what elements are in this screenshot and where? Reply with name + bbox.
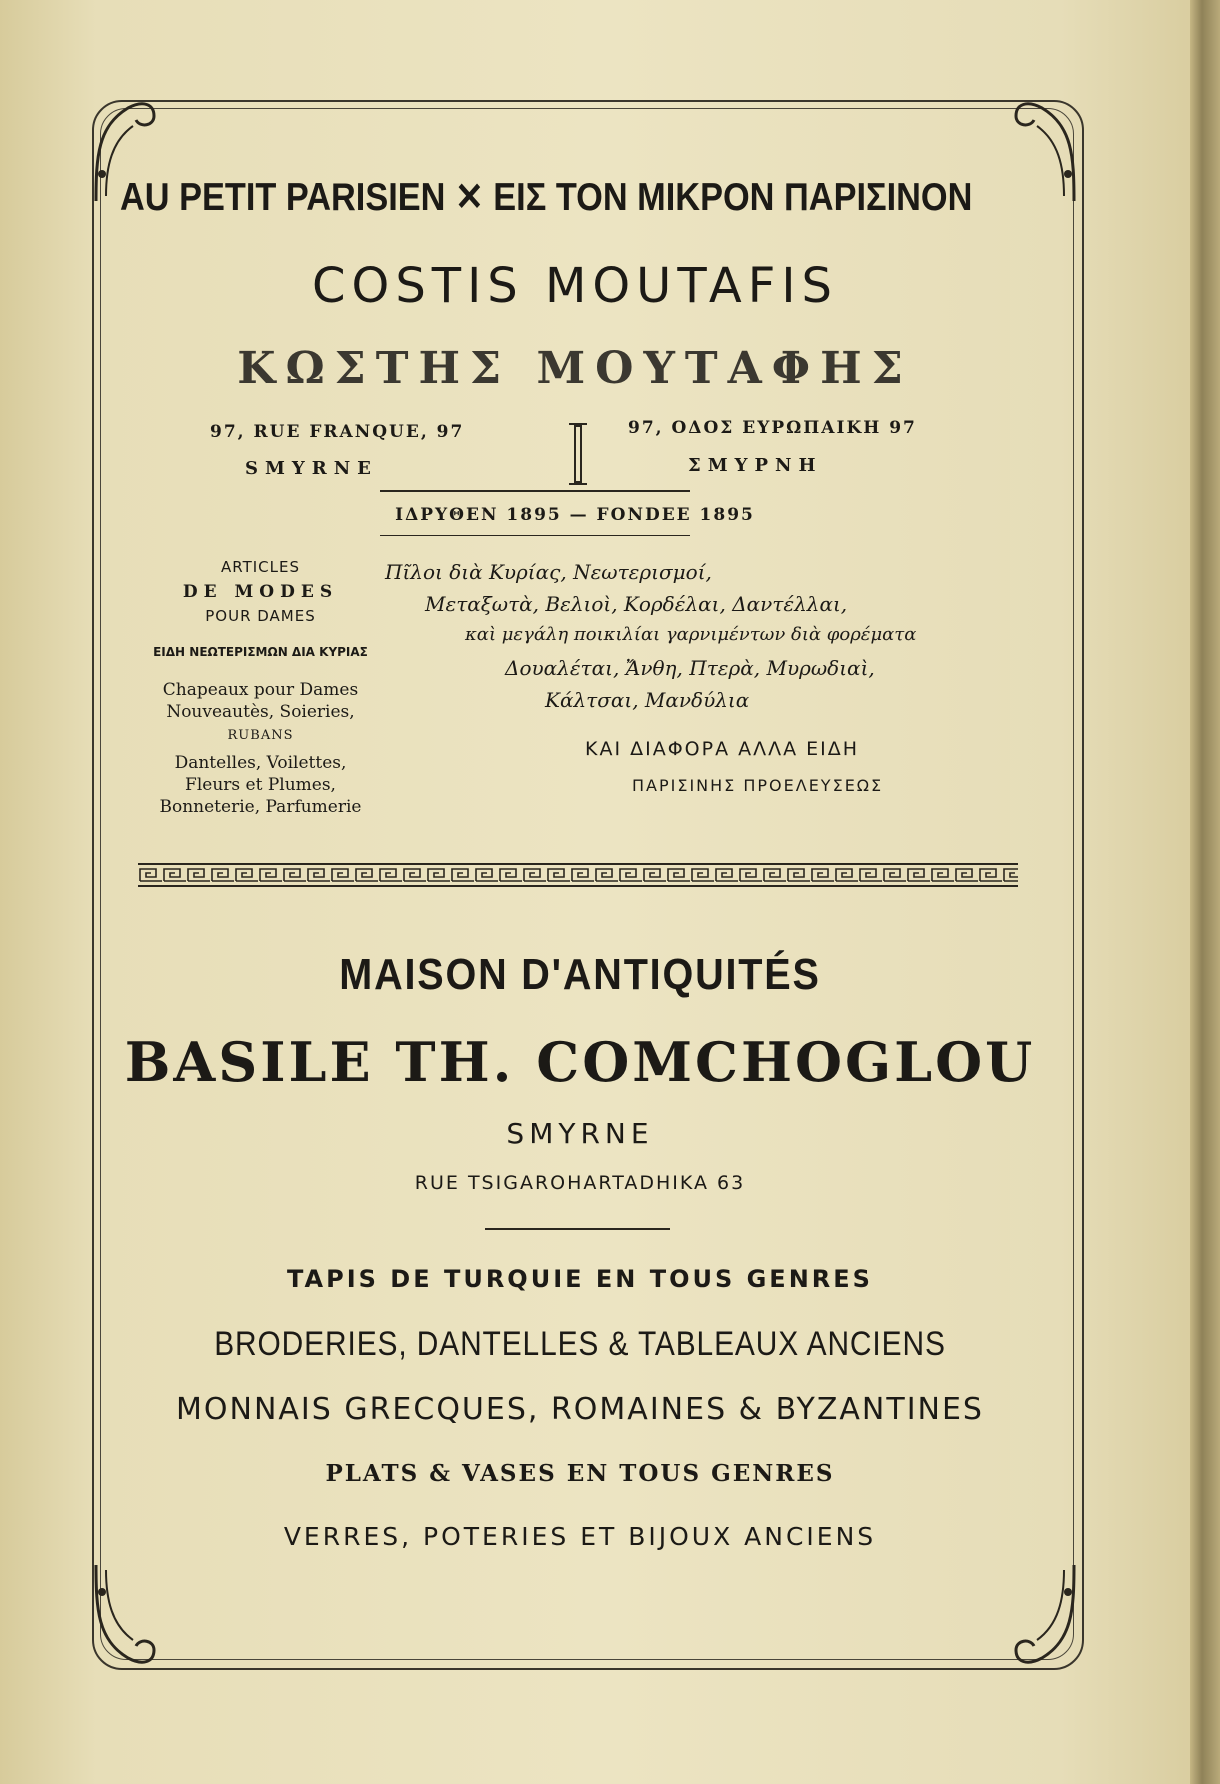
antique-shop-owner: BASILE TH. COMCHOGLOU	[124, 1030, 1036, 1094]
right-text: Μεταξωτὰ, Βελιοὶ, Κορδέλαι, Δαντέλλαι,	[425, 592, 848, 616]
divider-line	[485, 1228, 670, 1230]
divider-line	[380, 535, 690, 536]
divider-line	[380, 490, 690, 492]
shop-name: AU PETIT PARISIEN ✕ ΕΙΣ ΤΟΝ ΜΙΚΡΟΝ ΠΑΡΙΣΙΝΟΝ	[120, 176, 973, 219]
left-text: Fleurs et Plumes,	[185, 775, 336, 795]
left-text: ΕΙΔΗ ΝΕΩΤΕΡΙΣΜΩΝ ΔΙΑ ΚΥΡΙΑΣ	[153, 645, 368, 659]
right-text: ΠΑΡΙΣΙΝΗΣ ΠΡΟΕΛΕΥΣΕΩΣ	[632, 776, 884, 795]
antique-shop-address: RUE TSIGAROHARTADHIKA 63	[414, 1172, 746, 1194]
left-text: ARTICLES	[220, 558, 300, 576]
corner-ornament-top-right	[1012, 96, 1082, 206]
corner-ornament-bottom-left	[88, 1560, 158, 1670]
left-text: DE MODES	[182, 582, 339, 602]
city-greek: ΣΜΥΡΝΗ	[688, 455, 823, 476]
greek-key-border	[138, 863, 1018, 887]
left-text: Dantelles, Voilettes,	[174, 753, 347, 773]
left-text: POUR DAMES	[205, 607, 316, 625]
owner-name-latin: COSTIS MOUTAFIS	[312, 258, 838, 314]
owner-name-greek: ΚΩΣΤΗΣ ΜΟΥΤΑΦΗΣ	[237, 343, 913, 394]
antique-shop-city: SMYRNE	[506, 1117, 654, 1150]
antique-shop-heading: MAISON D'ANTIQUITÉS	[339, 950, 821, 999]
corner-ornament-bottom-right	[1012, 1560, 1082, 1670]
merchandise-line: VERRES, POTERIES ET BIJOUX ANCIENS	[283, 1522, 877, 1551]
founded-line: ΙΔΡΥΘΕΝ 1895 — FONDEE 1895	[395, 505, 755, 525]
left-text: RUBANS	[227, 728, 294, 743]
page-edge	[1190, 0, 1220, 1784]
left-text: Chapeaux pour Dames	[162, 680, 359, 700]
right-text: ΚΑΙ ΔΙΑΦΟΡΑ ΑΛΛΑ ΕΙΔΗ	[585, 738, 860, 760]
address-greek: 97, ΟΔΟΣ ΕΥΡΩΠΑΙΚΗ 97	[628, 418, 917, 438]
address-french: 97, RUE FRANQUE, 97	[210, 422, 465, 442]
right-text: Δουαλέται, Ἄνθη, Πτερὰ, Μυρωδιαὶ,	[505, 656, 875, 680]
merchandise-line: MONNAIS GRECQUES, ROMAINES & BYZANTINES	[176, 1392, 984, 1427]
right-text: Πῖλοι διὰ Κυρίας, Νεωτερισμοί,	[385, 560, 712, 584]
left-text: Bonneterie, Parfumerie	[159, 797, 362, 817]
column-ornament	[565, 420, 591, 490]
left-text: Nouveautès, Soieries,	[166, 702, 355, 722]
right-text: καὶ μεγάλη ποικιλίαι γαρνιμέντων διὰ φορέματα	[465, 624, 917, 645]
merchandise-line: BRODERIES, DANTELLES & TABLEAUX ANCIENS	[214, 1325, 946, 1363]
city-french: SMYRNE	[245, 458, 378, 479]
merchandise-line: TAPIS DE TURQUIE EN TOUS GENRES	[287, 1265, 873, 1293]
merchandise-line: PLATS & VASES EN TOUS GENRES	[325, 1460, 835, 1487]
right-text: Κάλτσαι, Μανδύλια	[545, 688, 750, 712]
